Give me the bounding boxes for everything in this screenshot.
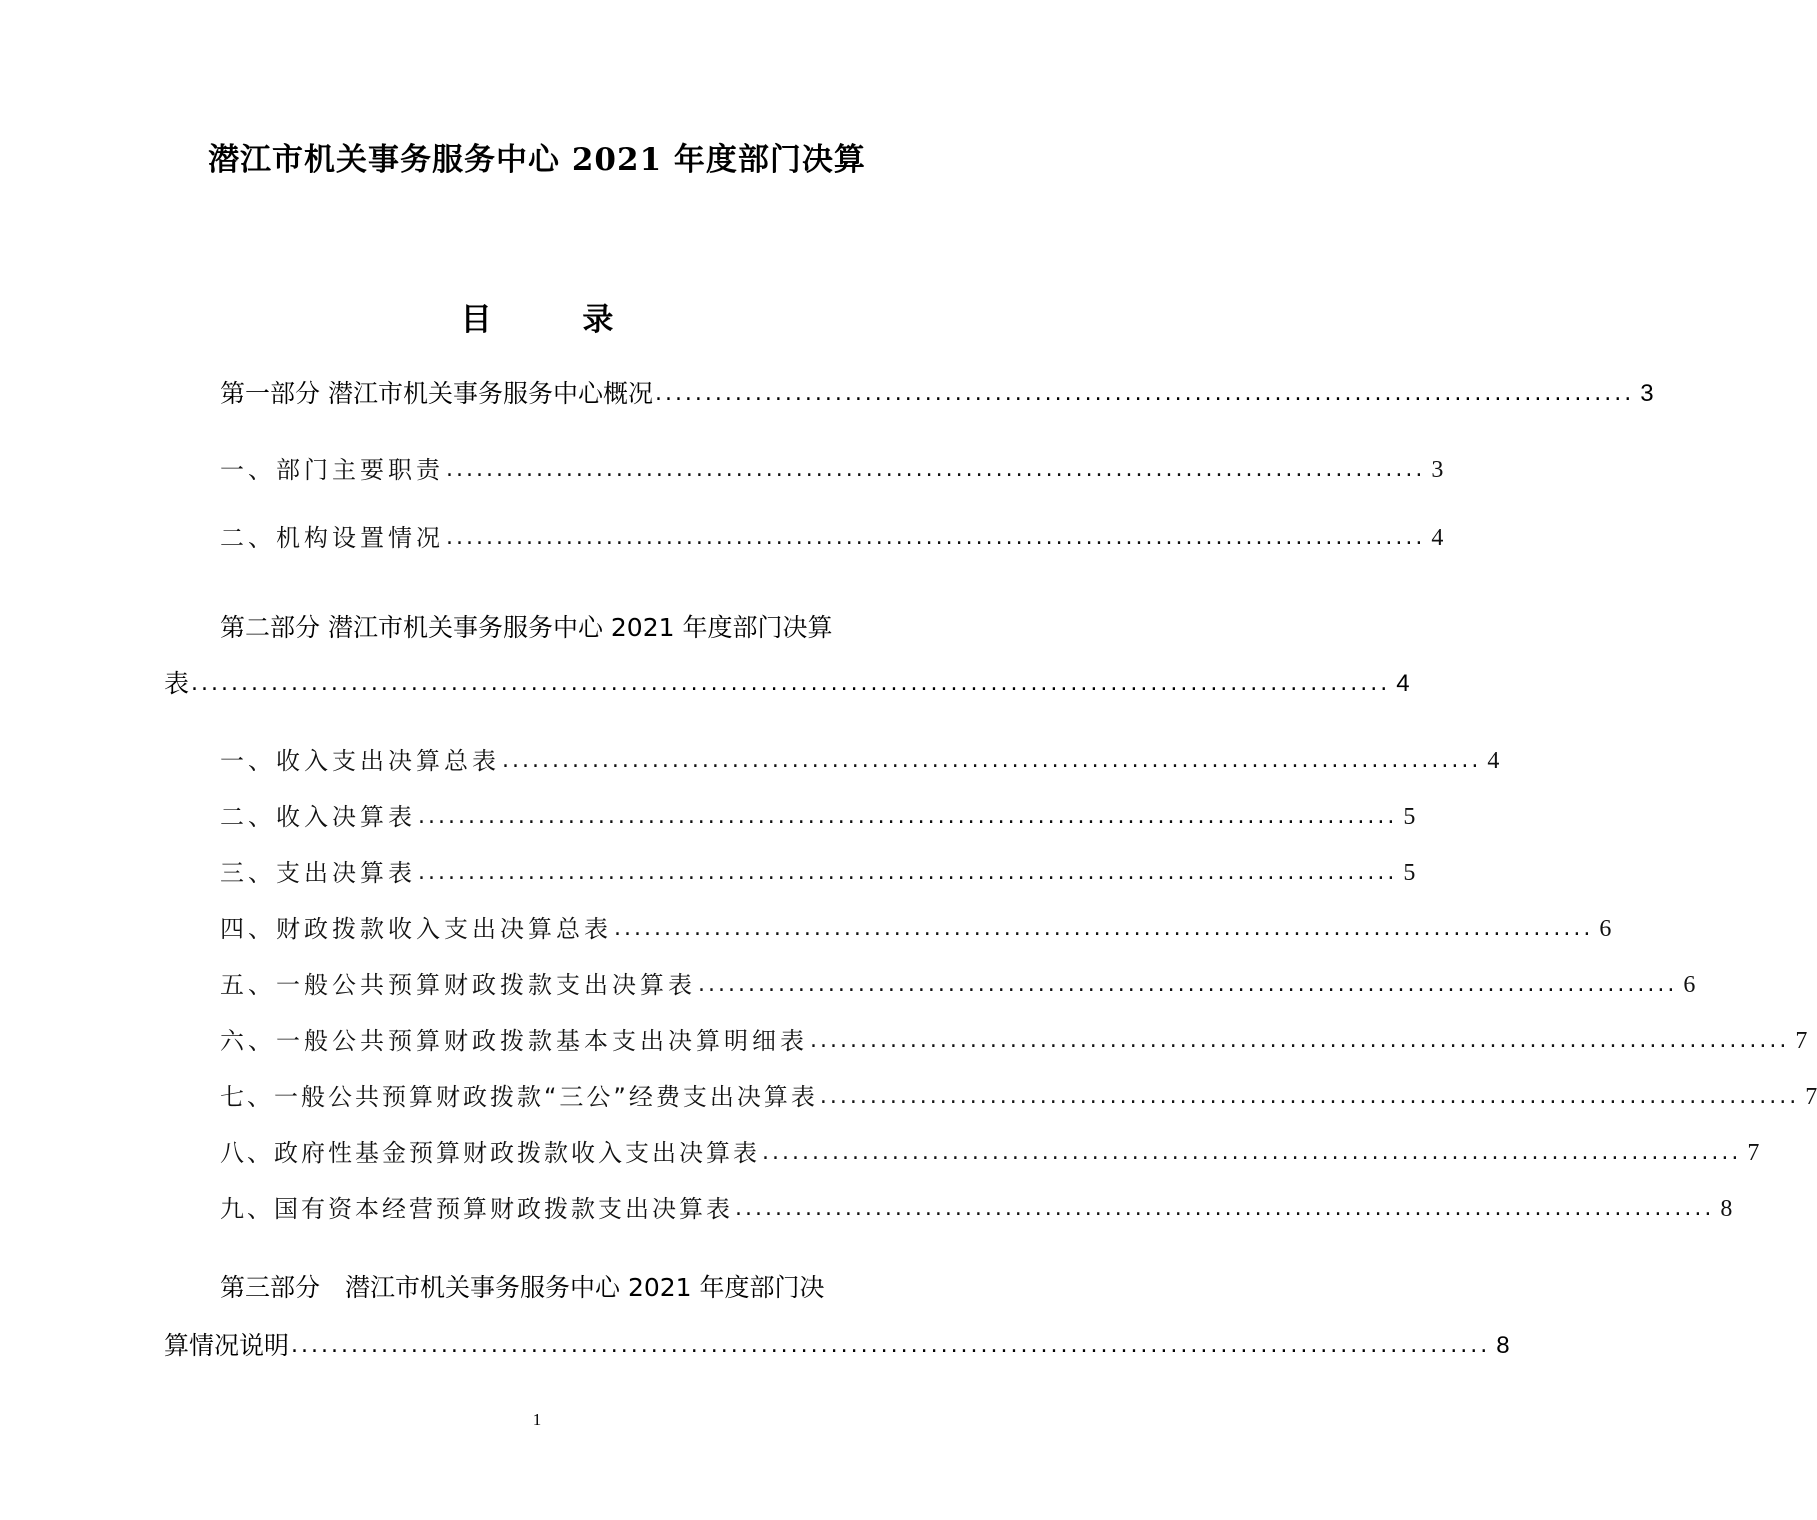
toc-item[interactable] [220, 450, 1444, 490]
toc-entry-label: 表 [164, 669, 190, 698]
toc-part-3-line-2[interactable] [164, 1326, 1510, 1366]
toc-entry-label: 二、收入决算表 [220, 803, 416, 831]
leader-dots: .................................................................................................. [446, 525, 1426, 550]
toc-entry-page: 5 [1403, 860, 1416, 886]
toc-item[interactable] [220, 1133, 1760, 1173]
leader-dots: .................................................................................................. [819, 1084, 1800, 1109]
toc-entry-page: 6 [1599, 916, 1612, 942]
toc-entry-page: 8 [1720, 1196, 1733, 1222]
leader-dots: ........................................................................................................................ [291, 1333, 1491, 1358]
leader-dots: .................................................................................................. [418, 860, 1398, 885]
leader-dots: .................................................................................................. [614, 916, 1594, 941]
toc-item[interactable] [220, 741, 1500, 781]
toc-entry-label: 一、部门主要职责 [220, 456, 444, 484]
toc-entry-page: 7 [1805, 1084, 1817, 1110]
toc-entry-label: 第三部分 潜江市机关事务服务中心 2021 年度部门决 [220, 1273, 825, 1302]
leader-dots: .................................................................................................. [502, 748, 1482, 773]
leader-dots: .................................................................................................. [735, 1196, 1715, 1221]
leader-dots: .................................................................................................. [446, 457, 1426, 482]
toc-part-2-line-1[interactable] [220, 608, 908, 648]
toc-part-3-line-1[interactable] [220, 1268, 908, 1308]
toc-entry-page: 4 [1396, 670, 1410, 697]
toc-entry-page: 4 [1487, 748, 1500, 774]
toc-entry-page: 5 [1403, 804, 1416, 830]
toc-item[interactable] [220, 797, 1416, 837]
toc-item[interactable] [220, 909, 1612, 949]
toc-entry-page: 6 [1683, 972, 1696, 998]
leader-dots: .................................................................................................. [810, 1028, 1790, 1053]
toc-item[interactable] [220, 853, 1416, 893]
toc-item[interactable] [220, 1021, 1808, 1061]
document-title: 潜江市机关事务服务中心 2021 年度部门决算 [208, 142, 866, 178]
toc-entry-page: 4 [1431, 525, 1444, 551]
toc-entry-label: 五、一般公共预算财政拨款支出决算表 [220, 971, 696, 999]
toc-entry-page: 7 [1795, 1028, 1808, 1054]
toc-heading-char-2: 录 [582, 302, 614, 338]
toc-entry-page: 8 [1496, 1332, 1510, 1359]
page-number: 1 [532, 1410, 542, 1429]
toc-item[interactable] [220, 1189, 1733, 1229]
toc-entry-label: 算情况说明 [164, 1331, 290, 1360]
toc-entry-label: 七、一般公共预算财政拨款“三公”经费支出决算表 [220, 1083, 818, 1111]
toc-heading [0, 294, 1074, 339]
toc-part-2-line-2[interactable] [164, 664, 1410, 704]
toc-item[interactable] [220, 965, 1696, 1005]
toc-entry-label: 四、财政拨款收入支出决算总表 [220, 915, 612, 943]
toc-entry-label: 三、支出决算表 [220, 859, 416, 887]
toc-entry-label: 二、机构设置情况 [220, 524, 444, 552]
toc-heading-char-1: 目 [460, 302, 492, 338]
toc-entry-label: 六、一般公共预算财政拨款基本支出决算明细表 [220, 1027, 808, 1055]
toc-item[interactable] [220, 1077, 1817, 1117]
toc-entry-page: 3 [1640, 380, 1654, 407]
toc-item[interactable] [220, 518, 1444, 558]
leader-dots: .................................................................................................. [762, 1140, 1742, 1165]
toc-entry-label: 第一部分 潜江市机关事务服务中心概况 [220, 379, 653, 408]
toc-entry-label: 九、国有资本经营预算财政拨款支出决算表 [220, 1195, 733, 1223]
toc-part-1[interactable] [220, 374, 1654, 414]
toc-entry-label: 八、政府性基金预算财政拨款收入支出决算表 [220, 1139, 760, 1167]
leader-dots: .................................................................................................. [418, 804, 1398, 829]
toc-entry-page: 3 [1431, 457, 1444, 483]
toc-entry-label: 第二部分 潜江市机关事务服务中心 2021 年度部门决算 [220, 613, 833, 642]
leader-dots: .................................................................................................. [698, 972, 1678, 997]
leader-dots: .................................................................................................. [654, 381, 1635, 406]
toc-entry-page: 7 [1747, 1140, 1760, 1166]
leader-dots: ........................................................................................................................ [191, 671, 1391, 696]
toc-entry-label: 一、收入支出决算总表 [220, 747, 500, 775]
